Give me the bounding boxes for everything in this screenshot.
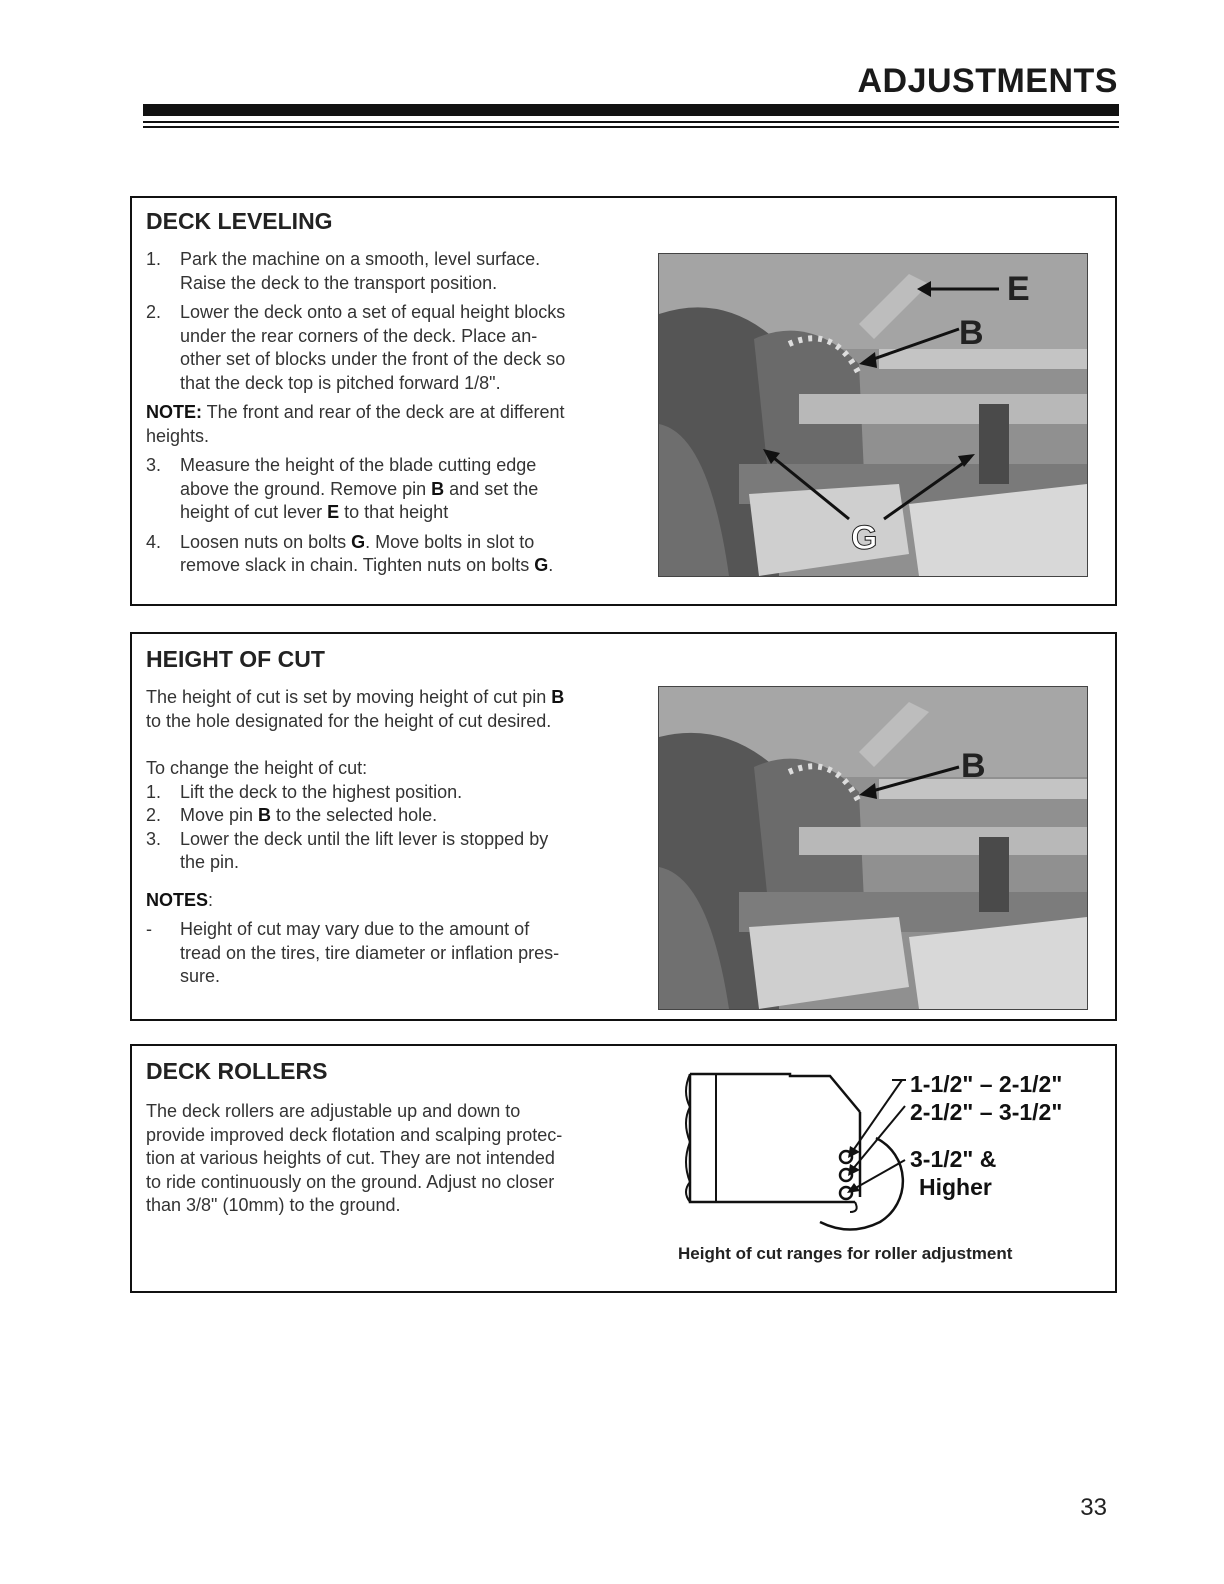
- page-number: 33: [1080, 1494, 1107, 1521]
- height-of-cut-text: The height of cut is set by moving height of cut pin B to the hole designated for the height of cut desired. To change the height of cut: 1. Lift the deck to the highest position. 2. Move pin B to the selected hole. 3. Lower the deck until the lift lever is stopped by the pin. NOTES: - Height of cut may vary due to the amount of tread on the tires, tire diameter or inflation pres- sure.: [146, 686, 611, 989]
- header-rule-thin: [143, 121, 1119, 123]
- photo-label-b: B: [959, 314, 984, 352]
- roller-adjustment-diagram: [680, 1062, 1110, 1262]
- header-rule-thin: [143, 126, 1119, 128]
- deck-leveling-text: [146, 248, 611, 578]
- note-text: heights.: [146, 425, 210, 446]
- list-item: 1. Park the machine on a smooth, level surface. Raise the deck to the transport position.: [146, 249, 541, 293]
- list-item: 2. Move pin B to the selected hole.: [146, 805, 438, 825]
- photo-label-e: E: [1007, 270, 1030, 308]
- range-label: 1-1/2" – 2-1/2": [910, 1071, 1063, 1097]
- list-item: 3. Lower the deck until the lift lever is stopped by the pin.: [146, 828, 549, 872]
- header-rule-thick: [143, 104, 1119, 116]
- deck-leveling-photo: [658, 253, 1088, 577]
- deck-rollers-text: The deck rollers are adjustable up and down to provide improved deck flotation and scalping protec- tion at various heights of cut. They are not intended to ride continuously on the ground. Adjust no closer than 3/8" (10mm) to the ground.: [146, 1101, 563, 1215]
- range-label: Higher: [919, 1174, 992, 1200]
- height-of-cut-section: [130, 632, 1117, 1021]
- deck-rollers-section: [130, 1044, 1117, 1293]
- photo-label-b: B: [961, 747, 986, 785]
- height-of-cut-photo: [658, 686, 1088, 1010]
- section-title: HEIGHT OF CUT: [146, 646, 325, 672]
- page-header-title: ADJUSTMENTS: [857, 62, 1118, 100]
- diagram-caption: Height of cut ranges for roller adjustment: [678, 1244, 1013, 1263]
- section-title: DECK ROLLERS: [146, 1058, 328, 1084]
- notes-heading: NOTES:: [146, 889, 214, 910]
- list-item: 3. Measure the height of the blade cutting edge above the ground. Remove pin B and set the height of cut lever E to that height: [146, 455, 539, 522]
- list-item: 2. Lower the deck onto a set of equal height blocks under the rear corners of the deck. Place an- other set of blocks under the front of the deck so that the deck top is pitched forward 1/8".: [146, 302, 566, 393]
- section-title: DECK LEVELING: [146, 208, 333, 234]
- photo-label-g: G: [851, 519, 878, 557]
- list-item: 4. Loosen nuts on bolts G. Move bolts in slot to remove slack in chain. Tighten nuts on bolts G.: [146, 531, 554, 575]
- note-text: NOTE: The front and rear of the deck are at different: [146, 402, 565, 422]
- range-label: 3-1/2" &: [910, 1146, 997, 1172]
- range-label: 2-1/2" – 3-1/2": [910, 1099, 1063, 1125]
- list-item: 1. Lift the deck to the highest position.: [146, 781, 463, 802]
- deck-leveling-section: [130, 196, 1117, 606]
- list-item: - Height of cut may vary due to the amount of tread on the tires, tire diameter or inflation pres- sure.: [146, 919, 560, 986]
